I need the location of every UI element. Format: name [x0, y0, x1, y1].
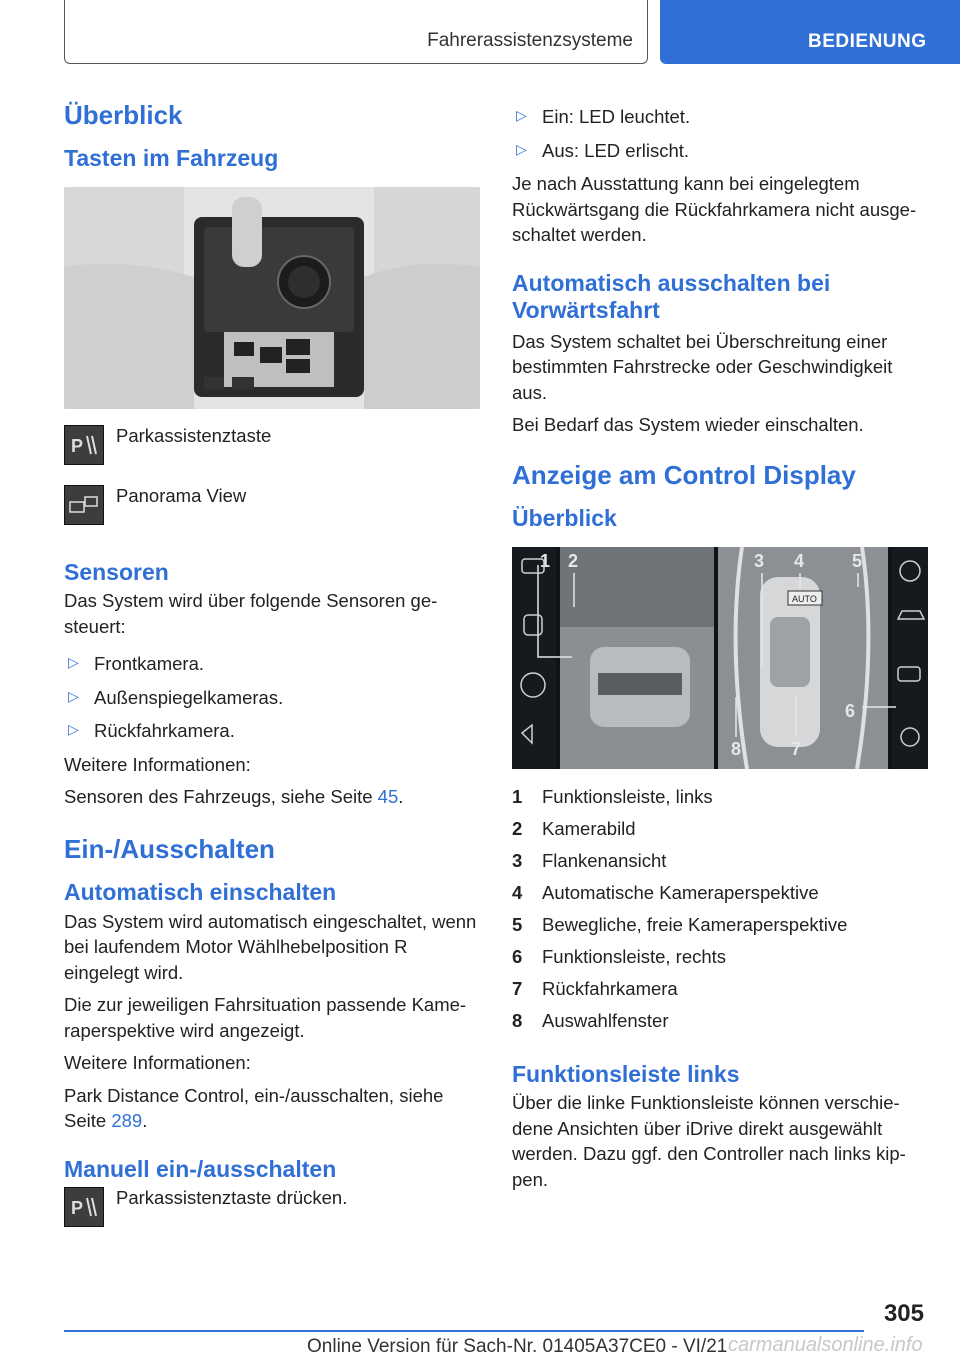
heading-ueberblick-2: Überblick	[512, 505, 617, 532]
panorama-view-row	[64, 485, 480, 545]
header-section-tab	[64, 0, 648, 64]
heading-funktionsleiste: Funktionsleiste links	[512, 1060, 740, 1087]
pdc-reference: Park Distance Control, ein-/ausschalten, siehe Seite 289.	[64, 1084, 444, 1132]
heading-auto-aus: Automatisch ausschalten bei Vorwärtsfahrt	[512, 269, 831, 324]
header-section-title: Fahrerassistenzsysteme	[427, 30, 633, 51]
watermark: carmanualsonline.info	[728, 1334, 923, 1356]
callout-1: 1	[540, 550, 551, 571]
svg-text:P: P	[71, 1198, 84, 1219]
header-chapter-title: BEDIENUNG	[808, 31, 927, 52]
legend-item: 5 Bewegliche, freie Kameraperspektive	[512, 913, 848, 935]
callout-5: 5	[852, 550, 863, 571]
auto-aus-text-1: Das System schaltet bei Überschreitung einer bestimmten Fahrstrecke oder Geschwindigkeit aus.	[512, 330, 893, 403]
panorama-view-icon	[64, 485, 104, 525]
callout-6: 6	[845, 700, 856, 721]
callout-3: 3	[754, 550, 765, 571]
legend-item: 7 Rückfahrkamera	[512, 977, 678, 999]
legend-item: 3 Flankenansicht	[512, 849, 667, 871]
page-number: 305	[883, 1300, 924, 1327]
parking-assist-label: Parkassistenztaste	[116, 424, 272, 446]
led-list	[512, 104, 928, 163]
center-console-photo	[64, 187, 480, 409]
heading-manuell: Manuell ein-/ausschalten	[64, 1155, 337, 1182]
list-item: ▷ Außenspiegelkameras.	[68, 686, 284, 708]
auto-aus-text-2: Bei Bedarf das System wieder einschalten.	[512, 414, 864, 436]
svg-text:AUTO: AUTO	[792, 593, 817, 604]
heading-einaus: Ein-/Ausschalten	[64, 833, 275, 864]
sensoren-page-link[interactable]: 45	[377, 786, 399, 808]
parking-assist-icon	[64, 425, 104, 465]
callout-8: 8	[731, 738, 742, 759]
funktionsleiste-text: Über die linke Funktionsleiste können verschie‐dene Ansichten über iDrive direkt ausgewählt werden. Dazu ggf. den Controller nach links kip‐pen.	[512, 1092, 906, 1190]
parking-assist-icon	[64, 1187, 104, 1227]
left-column	[64, 100, 480, 1247]
list-item: ▷ Aus: LED erlischt.	[516, 139, 690, 161]
legend-item: 8 Auswahlfenster	[512, 1009, 669, 1031]
footer-divider	[64, 1330, 864, 1332]
screen-legend	[512, 781, 928, 1037]
sensoren-list	[64, 651, 480, 744]
legend-item: 2 Kamerabild	[512, 817, 636, 839]
right-column	[512, 104, 928, 1199]
heading-anzeige: Anzeige am Control Display	[512, 459, 856, 490]
heading-tasten: Tasten im Fahrzeug	[64, 145, 279, 172]
svg-text:P: P	[71, 435, 84, 456]
callout-2: 2	[568, 550, 579, 571]
callout-4: 4	[794, 550, 805, 571]
callout-7: 7	[791, 738, 802, 759]
heading-ueberblick: Überblick	[64, 100, 183, 130]
header-chapter-tab	[660, 0, 960, 64]
weitere-info-label: Weitere Informationen:	[64, 753, 251, 775]
pdc-page-link[interactable]: 289	[111, 1110, 143, 1132]
list-item: ▷ Frontkamera.	[68, 653, 205, 675]
auto-ein-text-1: Das System wird automatisch eingeschaltet, wenn bei laufendem Motor Wählhebelposition R eingelegt wird.	[64, 910, 477, 983]
footer-online-version: Online Version für Sach-Nr. 01405A37CE0 - VI/21	[307, 1336, 728, 1357]
heading-auto-ein: Automatisch einschalten	[64, 879, 337, 906]
parking-assist-row	[64, 425, 480, 485]
manuell-text: Parkassistenztaste drücken.	[116, 1187, 348, 1209]
legend-item: 4 Automatische Kameraperspektive	[512, 881, 819, 903]
auto-ein-text-2: Die zur jeweiligen Fahrsituation passende Kame‐raperspektive wird angezeigt.	[64, 994, 467, 1041]
list-item: ▷ Rückfahrkamera.	[68, 720, 235, 742]
control-display-screenshot	[512, 547, 928, 769]
list-item: ▷ Ein: LED leuchtet.	[516, 106, 691, 127]
weitere-info-label-2: Weitere Informationen:	[64, 1052, 251, 1074]
manuell-row	[64, 1187, 480, 1247]
heading-sensoren: Sensoren	[64, 558, 169, 585]
ausstattung-text: Je nach Ausstattung kann bei eingelegtem Rückwärtsgang die Rückfahrkamera nicht ausge‐schaltet werden.	[512, 173, 917, 246]
sensoren-reference: Sensoren des Fahrzeugs, siehe Seite 45.	[64, 786, 404, 808]
legend-item: 1 Funktionsleiste, links	[512, 785, 713, 807]
panorama-view-label: Panorama View	[116, 484, 247, 506]
sensoren-text: Das System wird über folgende Sensoren ge‐steuert:	[64, 590, 438, 637]
legend-item: 6 Funktionsleiste, rechts	[512, 945, 727, 967]
